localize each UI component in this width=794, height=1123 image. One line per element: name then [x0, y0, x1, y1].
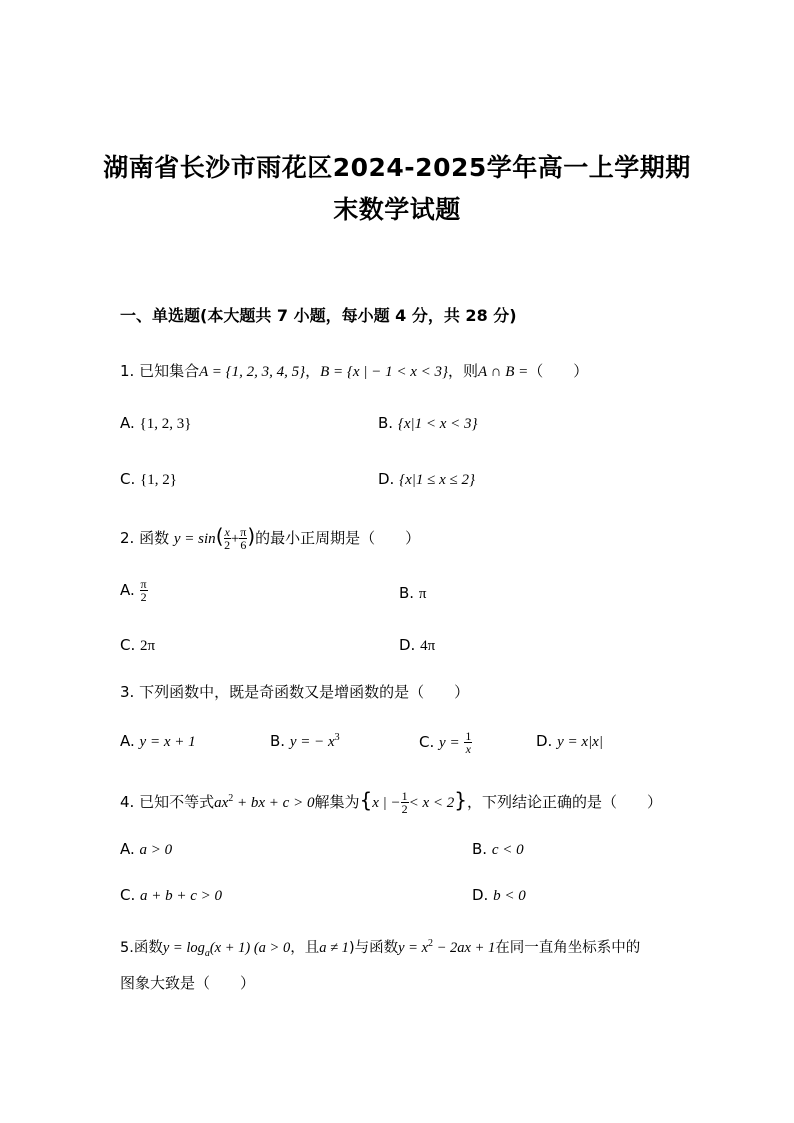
exam-title-line-2: 末数学试题 [333, 195, 461, 224]
option-math: a + b + c > 0 [140, 888, 223, 904]
option-label: A. [120, 414, 135, 432]
question-3-stem [120, 681, 469, 702]
question-2-option-b [399, 584, 426, 603]
question-number: 4. [120, 793, 135, 811]
stem-text: 在同一直角坐标系中的 [495, 940, 641, 956]
option-math: a > 0 [139, 842, 173, 858]
exponent: 2 [428, 938, 434, 950]
option-math: 4π [420, 638, 436, 654]
fraction-pi-over-6: $\frac{\pi}{6}$ [240, 525, 247, 552]
left-paren: ( [215, 524, 224, 548]
question-1-option-a [120, 414, 191, 433]
option-math: y = x + 1 [139, 734, 196, 750]
plus-sign: + [230, 531, 240, 547]
question-number: 2. [120, 529, 135, 547]
option-math: {1, 2} [140, 472, 177, 488]
question-5-stem [120, 936, 640, 959]
math-intersection: A ∩ B = [478, 364, 529, 380]
math-log-function: y = log [162, 940, 205, 956]
option-label: C. [120, 636, 136, 654]
fraction-1-over-x: $\frac{1}{x}$ [465, 729, 472, 756]
exponent: 2 [228, 793, 234, 804]
math-set-a: A = {1, 2, 3, 4, 5} [199, 364, 306, 380]
math-inequality: ax [214, 795, 229, 811]
option-label: D. [378, 470, 395, 488]
fraction-pi-over-2: $\frac{\pi}{2}$ [140, 577, 147, 604]
stem-text: 函数 [139, 529, 170, 547]
option-label: B. [270, 732, 286, 750]
left-brace: { [359, 788, 373, 812]
option-math: c < 0 [491, 842, 524, 858]
math-quadratic: y = x [398, 940, 429, 956]
log-base: a [204, 947, 210, 959]
question-4-option-c [120, 886, 222, 905]
question-2-option-c [120, 636, 155, 655]
stem-text: 已知集合 [139, 362, 200, 380]
fraction-x-over-2: $\frac{x}{2}$ [224, 525, 231, 552]
question-1-option-b [378, 414, 478, 433]
option-label: A. [120, 581, 135, 599]
right-brace: } [454, 788, 468, 812]
option-label: C. [120, 886, 136, 904]
math-inequality-rest: + bx + c > 0 [233, 795, 315, 811]
question-4-option-b [472, 840, 524, 859]
stem-text: 函数 [133, 940, 163, 956]
stem-text: ，下列结论正确的是（ ） [467, 793, 663, 811]
stem-text: 已知不等式 [139, 793, 215, 811]
math-set-left: x | − [372, 795, 401, 811]
option-label: A. [120, 732, 135, 750]
question-2-stem [120, 524, 420, 551]
option-math: 2π [140, 638, 156, 654]
option-label: A. [120, 840, 135, 858]
question-5-stem-line-2: 图象大致是（ ） [120, 974, 256, 992]
exponent: 3 [334, 732, 340, 743]
question-3-option-b [270, 732, 340, 751]
math-set-right: < x < 2 [408, 795, 455, 811]
exam-title-line-1: 湖南省长沙市雨花区2024-2025学年高一上学期期 [103, 153, 691, 182]
math-quadratic-rest: − 2ax + 1 [433, 940, 496, 956]
math-condition: a ≠ 1 [319, 940, 349, 956]
option-math: b < 0 [493, 888, 526, 904]
question-number: 5. [120, 940, 134, 956]
option-label: B. [472, 840, 488, 858]
right-paren: ) [247, 524, 256, 548]
question-2-option-a [120, 578, 148, 603]
option-label: B. [399, 584, 415, 602]
math-function: y = sin [173, 531, 216, 547]
question-number: 1. [120, 362, 135, 380]
option-math: π [418, 586, 427, 602]
option-math: y = [439, 735, 460, 751]
question-4-option-d [472, 886, 526, 905]
option-math: {x|1 ≤ x ≤ 2} [399, 472, 476, 488]
question-number: 3. [120, 683, 135, 701]
question-1-option-d [378, 470, 475, 489]
question-4-stem [120, 788, 662, 815]
stem-text: )与函数 [348, 940, 399, 956]
answer-paren: （ ） [528, 362, 589, 380]
stem-text: 的最小正周期是（ ） [255, 529, 421, 547]
option-label: D. [472, 886, 489, 904]
math-set-b: B = {x | − 1 < x < 3} [320, 364, 448, 380]
stem-text: 下列函数中，既是奇函数又是增函数的是（ ） [139, 683, 470, 701]
stem-text: 解集为 [314, 793, 360, 811]
punctuation: ， [305, 362, 321, 380]
stem-text: ，则 [447, 362, 478, 380]
question-2-option-d [399, 636, 435, 655]
question-4-option-a [120, 840, 172, 859]
option-label: D. [536, 732, 553, 750]
question-3-option-c [419, 730, 472, 755]
question-3-option-a [120, 732, 196, 751]
option-math: {x|1 < x < 3} [397, 416, 478, 432]
option-math: {1, 2, 3} [139, 416, 192, 432]
stem-text: ，且 [290, 940, 320, 956]
option-label: C. [120, 470, 136, 488]
math-log-argument: (x + 1) (a > 0 [209, 940, 291, 956]
option-math: y = x|x| [557, 734, 603, 750]
option-label: B. [378, 414, 394, 432]
option-label: C. [419, 733, 435, 751]
option-math: y = − x [289, 734, 335, 750]
option-label: D. [399, 636, 416, 654]
fraction-1-over-2: $\frac{1}{2}$ [401, 789, 408, 816]
section-heading: 一、单选题(本大题共 7 小题，每小题 4 分，共 28 分) [120, 306, 517, 325]
question-3-option-d [536, 732, 603, 751]
question-1-option-c [120, 470, 177, 489]
question-1-stem [120, 360, 588, 381]
